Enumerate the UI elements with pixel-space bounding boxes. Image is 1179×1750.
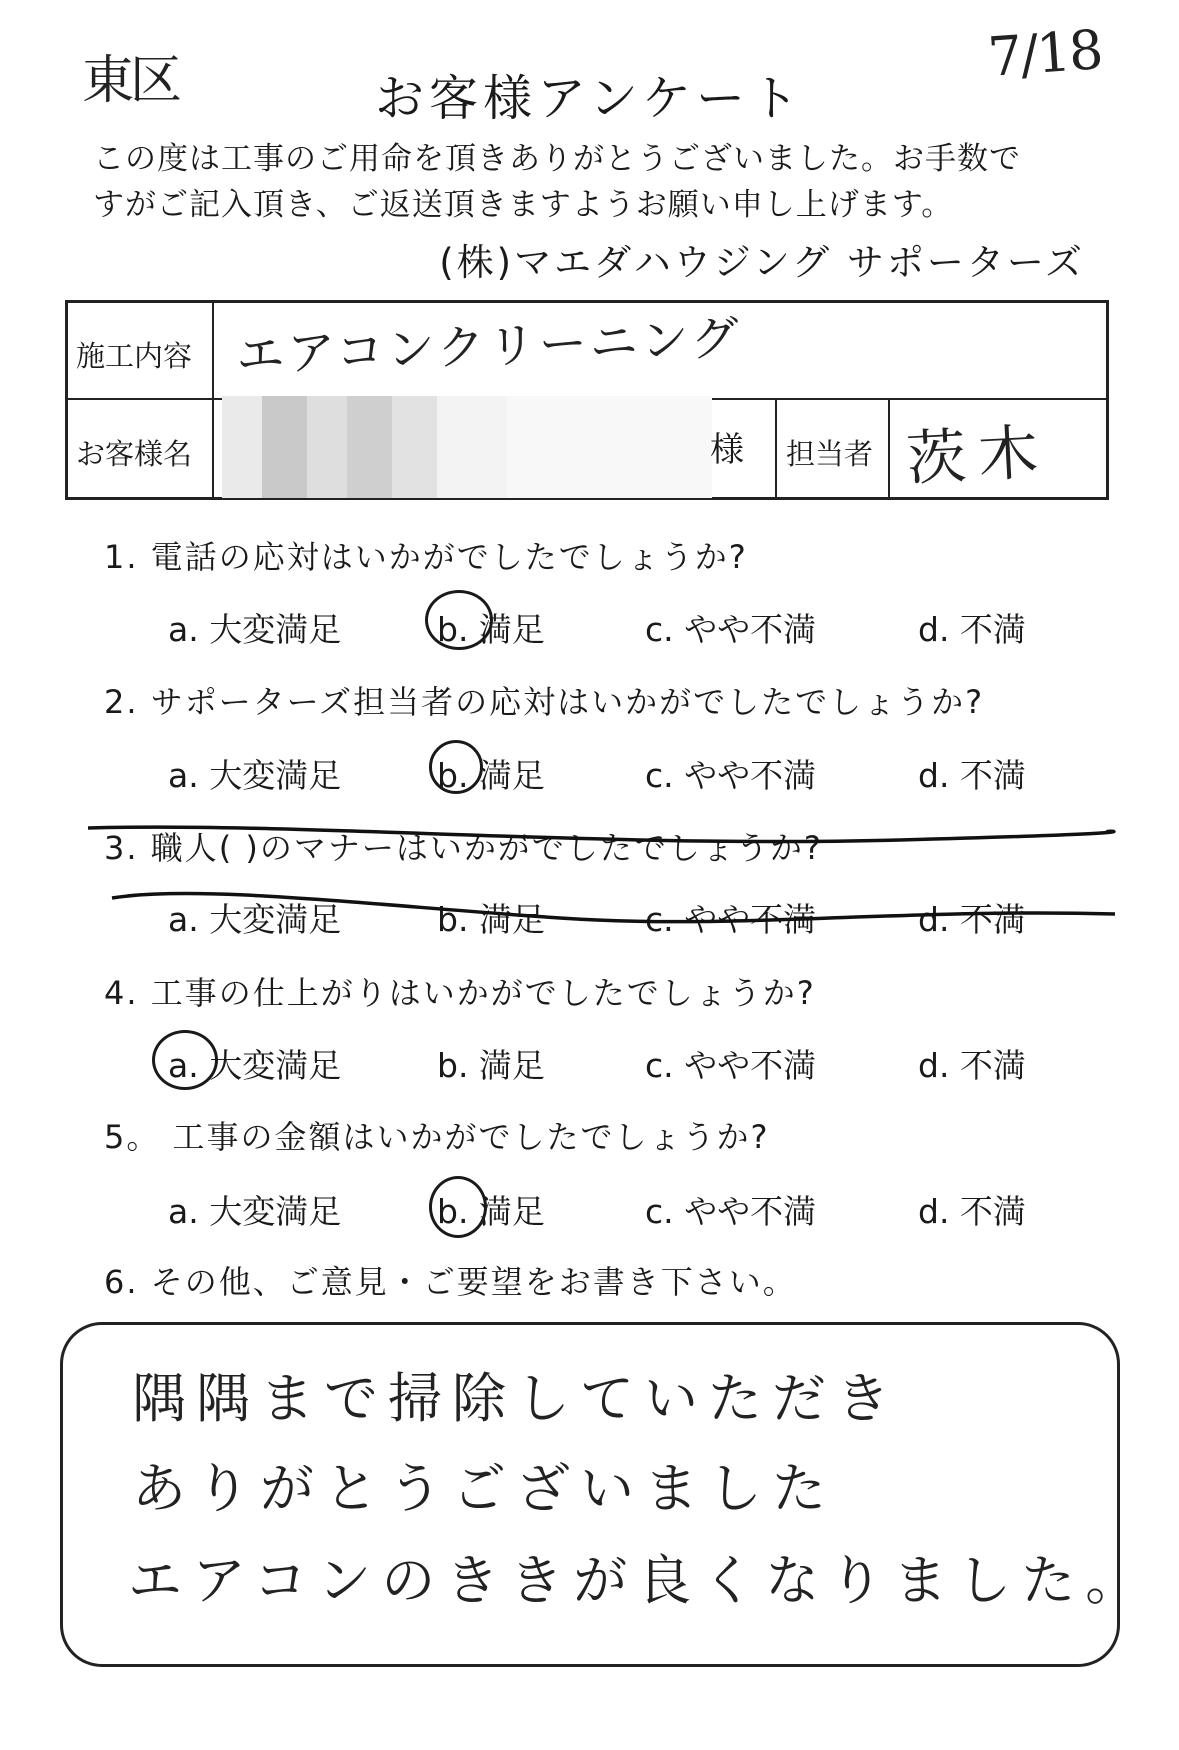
question-number: 6.	[104, 1263, 139, 1301]
option-2c[interactable]: c. やや不満	[645, 756, 817, 795]
question-text: その他、ご意見・ご要望をお書き下さい。	[150, 1263, 797, 1301]
table-col-divider	[212, 303, 214, 497]
option-1a[interactable]: a. 大変満足	[168, 610, 342, 649]
customer-label: お客様名	[76, 437, 193, 471]
question-text: 電話の応対はいかがでしたでしょうか?	[150, 538, 748, 576]
option-4d[interactable]: d. 不満	[918, 1046, 1026, 1085]
question-number: 5。	[104, 1118, 161, 1156]
question-number: 4.	[104, 974, 139, 1012]
option-4a[interactable]: a. 大変満足	[168, 1046, 342, 1085]
selection-circle-1b	[425, 590, 493, 650]
option-2b[interactable]: b. 満足	[437, 756, 545, 795]
selection-circle-4a	[152, 1030, 218, 1090]
question-text: 工事の仕上がりはいかがでしたでしょうか?	[150, 974, 816, 1012]
table-col-divider	[888, 398, 890, 497]
intro-line-1: この度は工事のご用命を頂きありがとうございました。お手数で	[93, 141, 1021, 177]
comment-line-3: エアコンのききが良くなりました。	[128, 1549, 1150, 1612]
comment-line-1: 隅隅まで掃除していただき	[132, 1367, 900, 1430]
option-5a[interactable]: a. 大変満足	[168, 1192, 342, 1231]
comment-line-2: ありがとうございました	[132, 1457, 836, 1520]
option-3a[interactable]: a. 大変満足	[168, 900, 342, 939]
option-5b[interactable]: b. 満足	[437, 1192, 545, 1231]
work-label: 施工内容	[76, 339, 193, 373]
option-2a[interactable]: a. 大変満足	[168, 756, 342, 795]
option-2d[interactable]: d. 不満	[918, 756, 1026, 795]
handwritten-area-note: 東区	[82, 51, 179, 111]
option-4c[interactable]: c. やや不満	[645, 1046, 817, 1085]
question-3	[104, 823, 823, 869]
option-5d[interactable]: d. 不満	[918, 1192, 1026, 1231]
customer-name-redacted	[222, 396, 712, 498]
customer-suffix: 様	[710, 430, 744, 470]
question-1	[104, 532, 748, 578]
question-4	[104, 968, 816, 1014]
work-value: エアコンクリーニング	[235, 310, 743, 384]
option-1d[interactable]: d. 不満	[918, 610, 1026, 649]
option-1c[interactable]: c. やや不満	[645, 610, 817, 649]
question-number: 3.	[104, 829, 139, 867]
option-3c[interactable]: c. やや不満	[645, 900, 817, 939]
option-1b[interactable]: b. 満足	[437, 610, 545, 649]
staff-value: 茨木	[904, 417, 1052, 495]
selection-circle-2b	[429, 740, 483, 794]
question-text: 工事の金額はいかがでしたでしょうか?	[172, 1118, 770, 1156]
option-3b[interactable]: b. 満足	[437, 900, 545, 939]
staff-label: 担当者	[786, 437, 874, 471]
intro-line-2: すがご記入頂き、ご返送頂きますようお願い申し上げます。	[93, 187, 954, 223]
table-col-divider	[775, 398, 777, 497]
question-6	[104, 1257, 797, 1303]
page-title: お客様アンケート	[374, 70, 805, 127]
question-number: 2.	[104, 683, 139, 721]
question-2	[104, 677, 984, 723]
option-3d[interactable]: d. 不満	[918, 900, 1026, 939]
question-text: 職人( )のマナーはいかがでしたでしょうか?	[150, 829, 823, 867]
option-4b[interactable]: b. 満足	[437, 1046, 545, 1085]
selection-circle-5b	[429, 1176, 487, 1238]
option-5c[interactable]: c. やや不満	[645, 1192, 817, 1231]
question-5	[104, 1112, 770, 1158]
question-number: 1.	[104, 538, 139, 576]
company-name: (株)マエダハウジング サポーターズ	[439, 241, 1085, 284]
question-text: サポーターズ担当者の応対はいかがでしたでしょうか?	[150, 683, 985, 721]
intro-text	[93, 136, 1021, 228]
handwritten-date: 7/18	[985, 18, 1104, 89]
